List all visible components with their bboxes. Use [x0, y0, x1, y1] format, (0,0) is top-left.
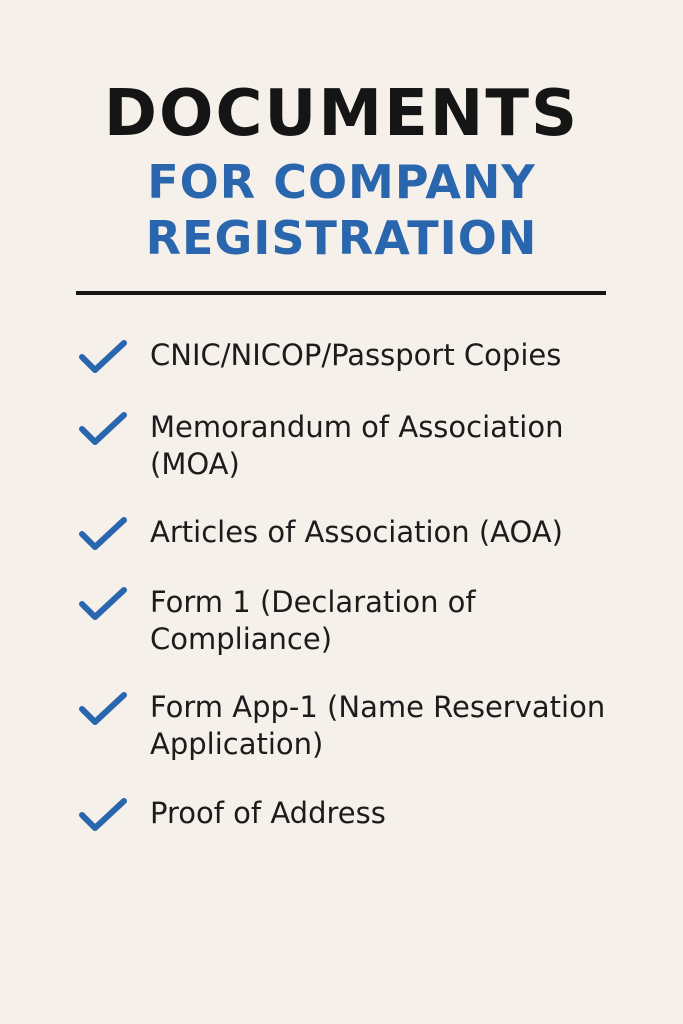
checkmark-icon: [78, 337, 128, 377]
page-subtitle: [0, 154, 683, 266]
checkmark-icon: [78, 514, 128, 554]
checkmark-icon: [78, 795, 128, 835]
checklist-item-label: Articles of Association (AOA): [150, 515, 563, 549]
checklist-item-label: Memorandum of Association (MOA): [150, 410, 564, 481]
subtitle-line-2: REGISTRATION: [145, 211, 538, 265]
checklist-item-label: Form 1 (Declaration of Compliance): [150, 585, 476, 656]
checklist-item-label: CNIC/NICOP/Passport Copies: [150, 338, 562, 372]
checklist-item-label: Form App-1 (Name Reservation Application): [150, 690, 606, 761]
page-title: DOCUMENTS: [103, 77, 580, 151]
subtitle-line-1: FOR COMPANY: [147, 155, 536, 209]
divider: [76, 291, 606, 295]
checklist-item-label: Proof of Address: [150, 796, 386, 830]
checkmark-icon: [78, 584, 128, 624]
checkmark-icon: [78, 689, 128, 729]
checkmark-icon: [78, 409, 128, 449]
